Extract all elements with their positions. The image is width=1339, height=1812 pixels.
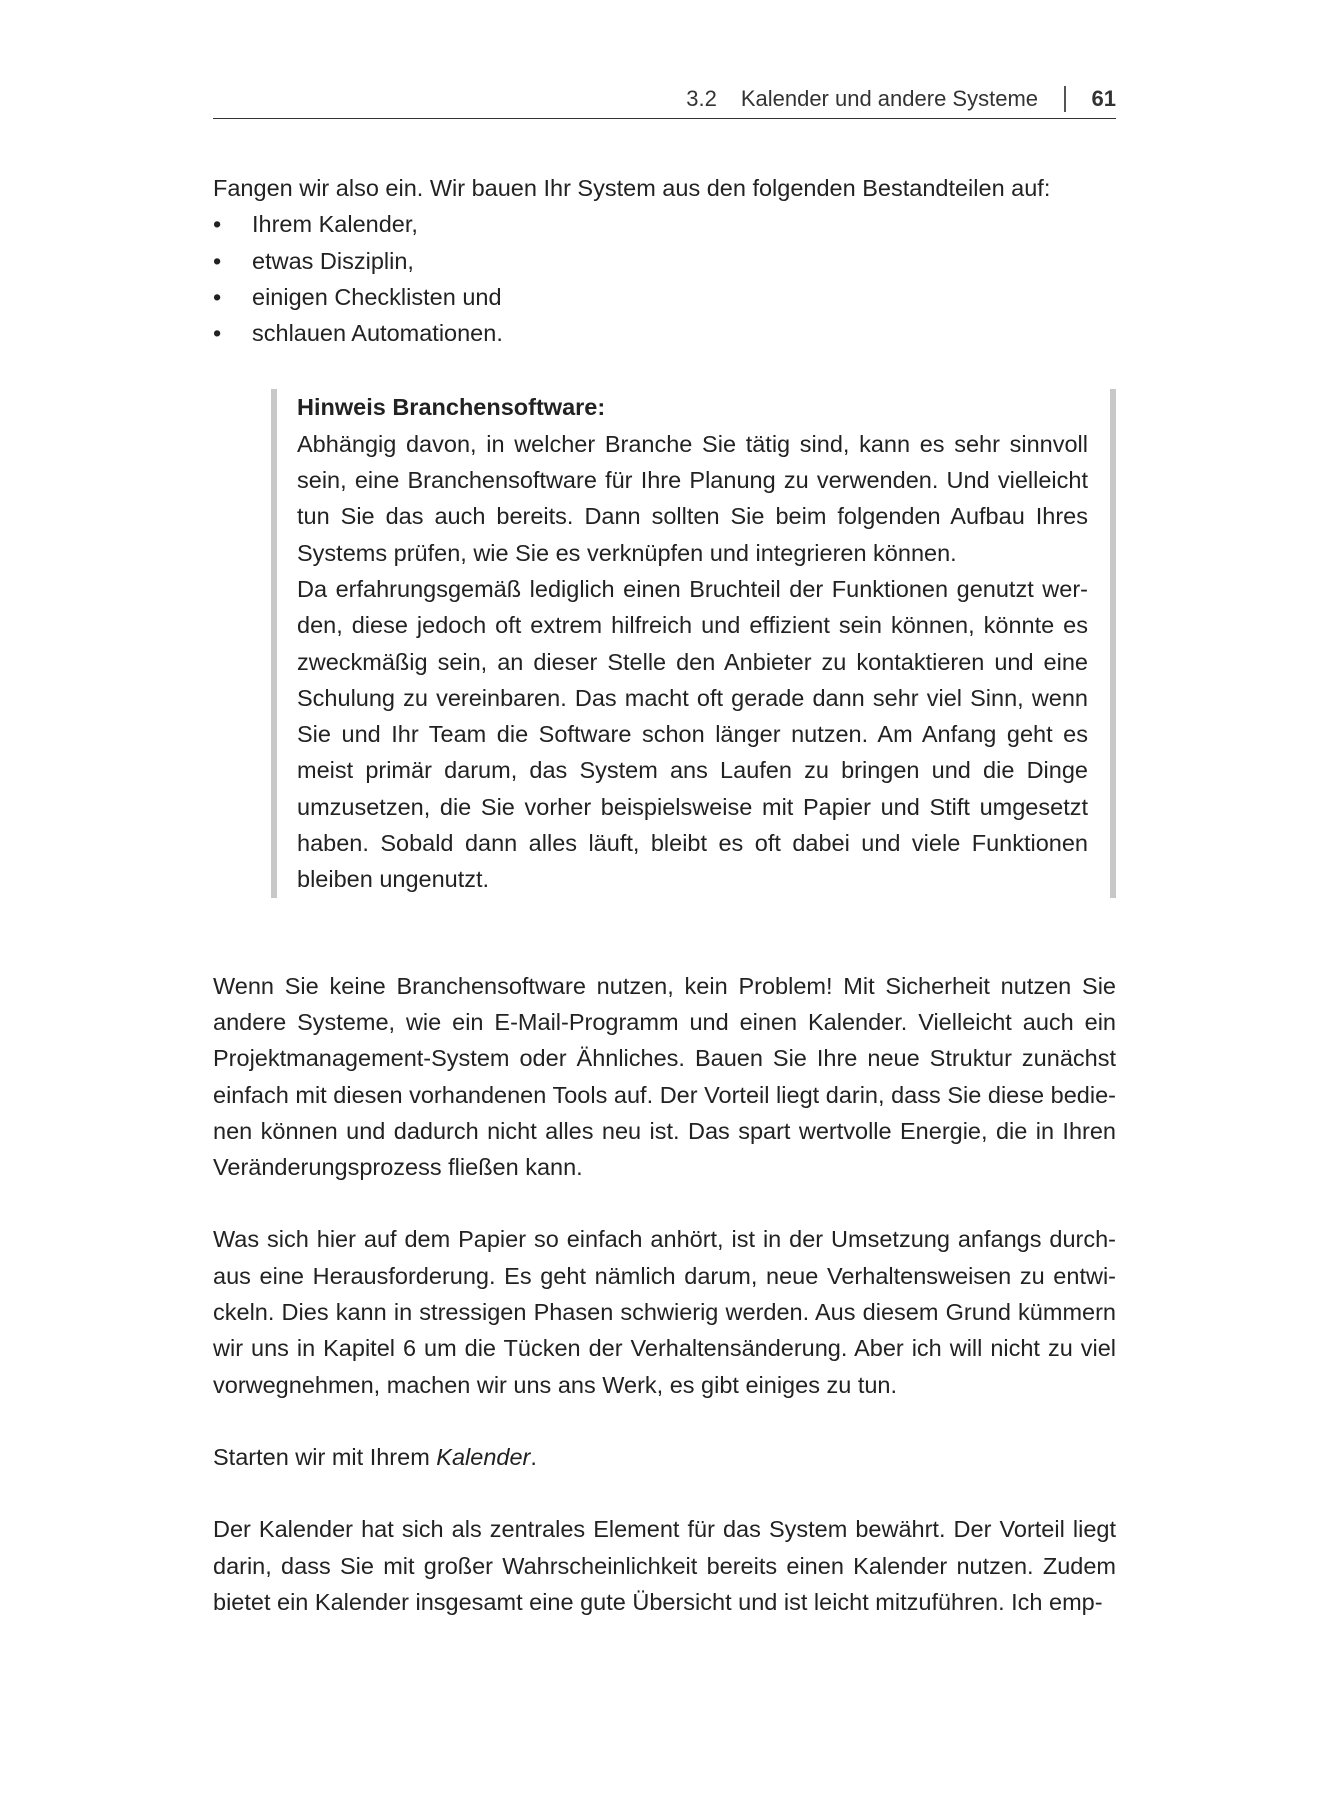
body-paragraph-3 — [213, 1439, 1116, 1475]
section-number: 3.2 — [686, 86, 717, 111]
list-item: • etwas Disziplin, — [213, 243, 1116, 279]
body-paragraph-2: Was sich hier auf dem Papier so einfach anhört, ist in der Umsetzung anfangs durchaus eine Herausforderung. Es geht nämlich darum, neue Verhaltensweisen zu entwickeln. Dies kann in stressigen Phasen schwierig werden. Aus diesem Grund kümmern wir uns in Kapitel 6 um die Tücken der Verhaltensänderung. Aber ich will nicht zu viel vorwegnehmen, machen wir uns ans Werk, es gibt einiges zu tun. — [213, 1226, 1116, 1398]
list-item: • Ihrem Kalender, — [213, 206, 1116, 242]
paragraph-text: Starten wir mit Ihrem — [213, 1443, 437, 1470]
body-paragraph-1: Wenn Sie keine Branchensoftware nutzen, kein Problem! Mit Sicherheit nutzen Sie andere Systeme, wie ein E-Mail-Programm und einen Kalender. Vielleicht auch ein Projektmanagement-System oder Ähnliches. Bauen Sie Ihre neue Struktur zunächst einfach mit diesen vorhandenen Tools auf. Der Vorteil liegt darin, dass Sie diese bedienen können und dadurch nicht alles neu ist. Das spart wertvolle Energie, die in Ihren Veränderungsprozess fließen kann. — [213, 972, 1116, 1181]
page-number: 61 — [1091, 86, 1116, 111]
body-paragraph-4: Der Kalender hat sich als zentrales Element für das System bewährt. Der Vorteil liegt darin, dass Sie mit großer Wahrscheinlichkeit bereits einen Kalender nutzen. Zudem bietet ein Kalender insgesamt eine gute Übersicht und ist leicht mitzuführen. Ich emp- — [213, 1516, 1116, 1615]
note-paragraph-1: Abhängig davon, in welcher Branche Sie tätig sind, kann es sehr sinnvoll sein, eine Branchensoftware für Ihre Planung zu verwenden. Und vielleicht tun Sie das auch bereits. Dann sollten Sie beim folgenden Aufbau Ihres Systems prüfen, wie Sie es verknüpfen und integrieren können. — [297, 430, 1088, 566]
note-paragraph-2: Da erfahrungsgemäß lediglich einen Bruchteil der Funktionen genutzt werden, diese jedoch oft extrem hilfreich und effizient sein können, könnte es zweckmäßig sein, an dieser Stelle den Anbieter zu kontaktieren und eine Schulung zu vereinbaren. Das macht oft gerade dann sehr viel Sinn, wenn Sie und Ihr Team die Software schon länger nutzen. Am Anfang geht es meist primär darum, das System ans Laufen zu bringen und die Dinge umzusetzen, die Sie vorher beispielsweise mit Papier und Stift umgesetzt haben. Sobald dann alles läuft, bleibt es oft dabei und viele Funktionen bleiben ungenutzt. — [297, 575, 1088, 893]
intro-paragraph: Fangen wir also ein. Wir bauen Ihr System aus den folgenden Bestandteilen auf: — [213, 175, 1051, 201]
note-box — [271, 389, 1116, 897]
component-list — [213, 206, 1116, 351]
running-header — [213, 80, 1116, 119]
emphasized-term: Kalender — [436, 1443, 531, 1470]
paragraph-text: . — [530, 1443, 537, 1470]
page-content — [213, 170, 1116, 1620]
list-item: • schlauen Automationen. — [213, 315, 1116, 351]
section-title: Kalender und andere Systeme — [740, 86, 1039, 111]
header-divider — [1064, 86, 1066, 112]
list-item: • einigen Checklisten und — [213, 279, 1116, 315]
note-title: Hinweis Branchensoftware: — [297, 394, 606, 421]
